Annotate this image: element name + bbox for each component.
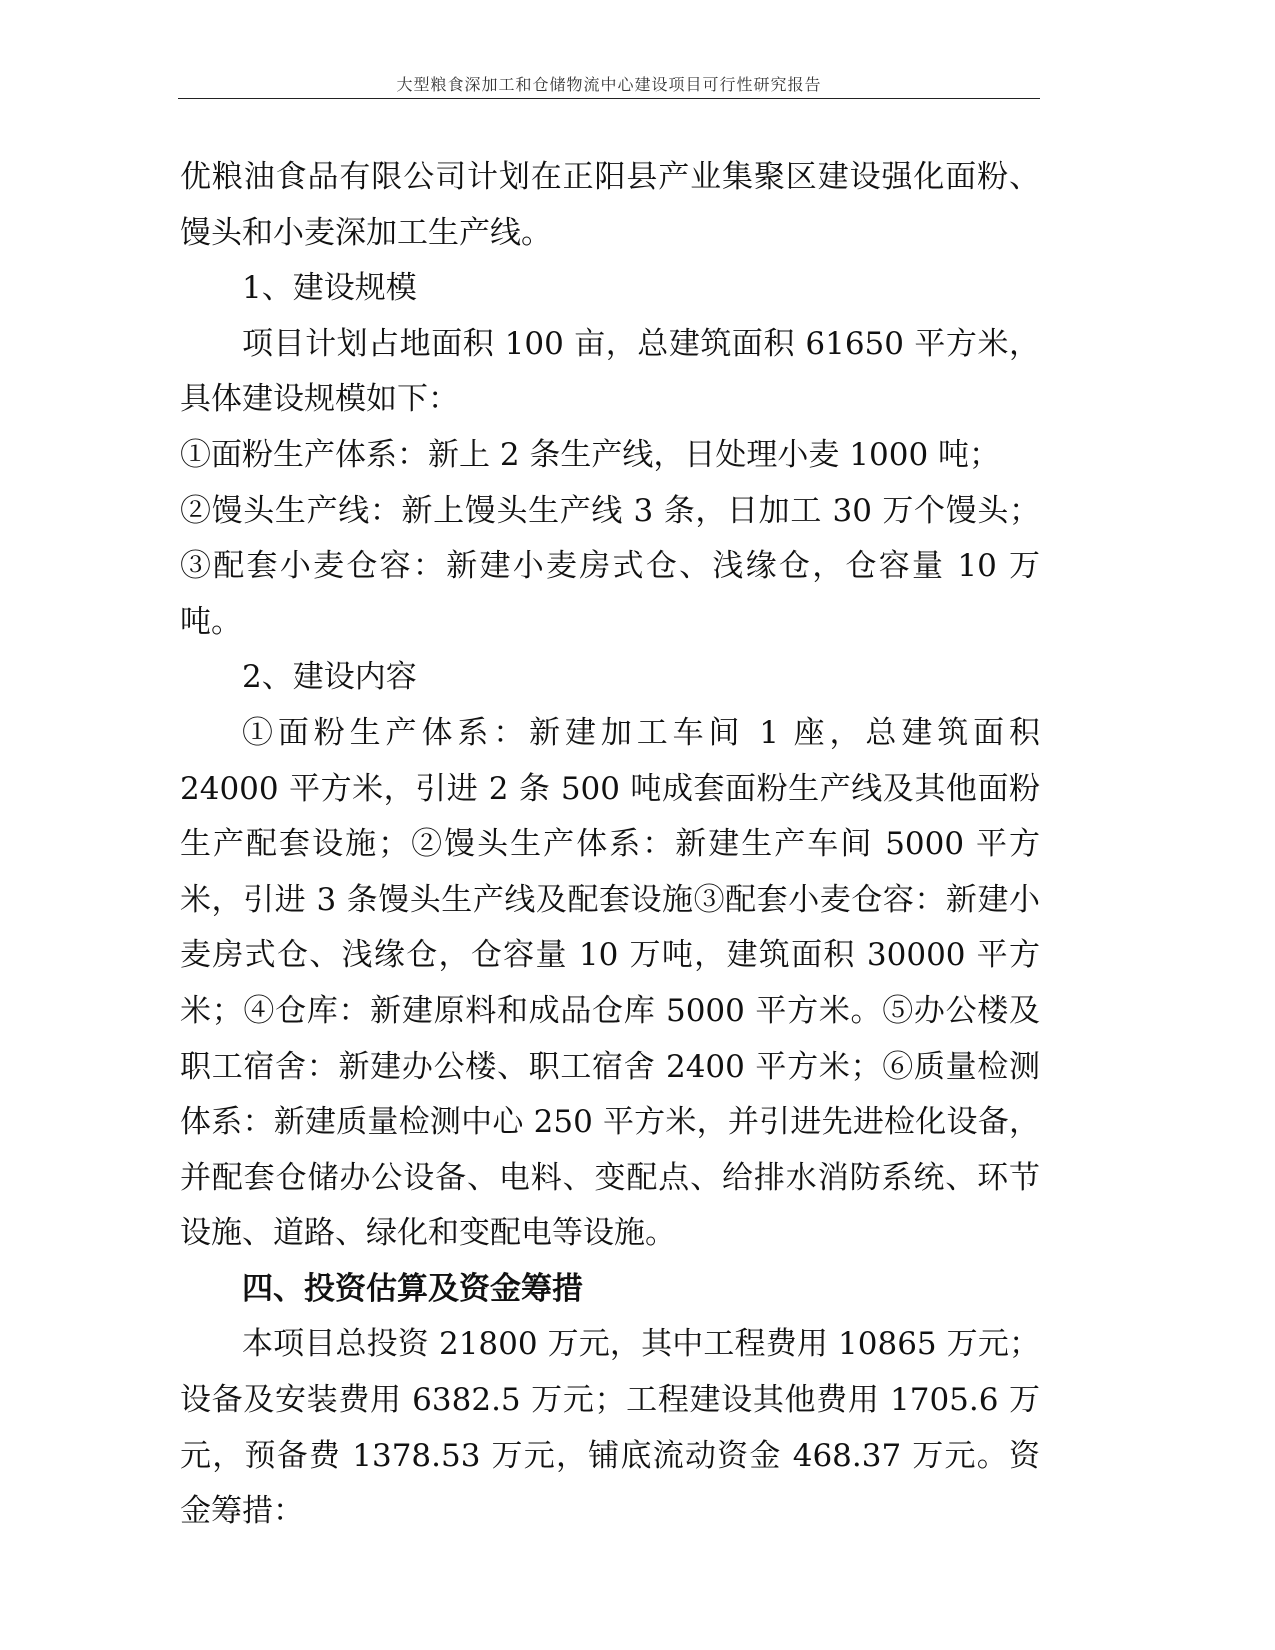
subheading-content: 2、建设内容: [242, 659, 417, 696]
paragraph-flour-system: ①面粉生产体系：新上 2 条生产线，日处理小麦 1000 吨；: [180, 436, 1001, 473]
paragraph-investment: 本项目总投资 21800 万元，其中工程费用 10865 万元；设备及安装费用 6382.5 万元；工程建设其他费用 1705.6 万元，预备费 1378.53 万元，铺底流动资金 468.37 万元。资金筹措：: [180, 1326, 1040, 1530]
paragraph-steamed-bun-line: ②馒头生产线：新上馒头生产线 3 条，日加工 30 万个馒头；③配套小麦仓容：新建小麦房式仓、浅缘仓，仓容量 10 万吨。: [180, 492, 1040, 640]
header-divider: [178, 98, 1040, 99]
paragraph-scale: 项目计划占地面积 100 亩，总建筑面积 61650 平方米，具体建设规模如下：: [180, 325, 1040, 418]
running-header: 大型粮食深加工和仓储物流中心建设项目可行性研究报告: [396, 75, 822, 94]
paragraph-construction-content: ①面粉生产体系：新建加工车间 1 座，总建筑面积 24000 平方米，引进 2 条 500 吨成套面粉生产线及其他面粉生产配套设施；②馒头生产体系：新建生产车间 5000 平方米，引进 3 条馒头生产线及配套设施③配套小麦仓容：新建小麦房式仓、浅缘仓，仓容量 10 万吨，建筑面积 30000 平方米；④仓库：新建原料和成品仓库 5000 平方米。⑤办公楼及职工宿舍：新建办公楼、职工宿舍 2400 平方米；⑥质量检测体系：新建质量检测中心 250 平方米，并引进先进检化设备，并配套仓储办公设备、电料、变配点、给排水消防系统、环节设施、道路、绿化和变配电等设施。: [180, 714, 1040, 1252]
section-heading-investment: 四、投资估算及资金筹措: [242, 1270, 583, 1307]
paragraph-intro: 优粮油食品有限公司计划在正阳县产业集聚区建设强化面粉、馒头和小麦深加工生产线。: [180, 159, 1040, 251]
subheading-scale: 1、建设规模: [242, 270, 417, 307]
document-body: [180, 150, 1040, 1540]
